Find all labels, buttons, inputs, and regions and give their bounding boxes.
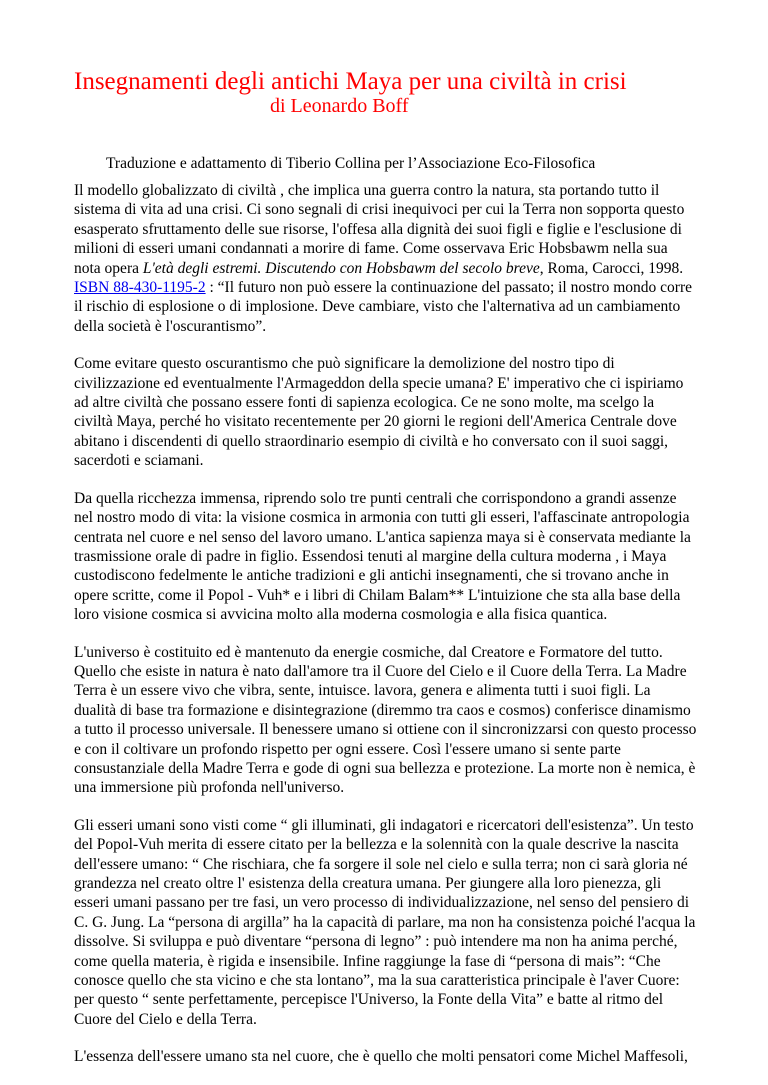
text-line: centrata nel cuore e nel senso del lavoro umano. L'antica sapienza maya si è conservata mediante la (74, 528, 691, 546)
translator-note: Traduzione e adattamento di Tiberio Collina per l’Associazione Eco-Filosofica (106, 155, 596, 172)
text-line: L'essenza dell'essere umano sta nel cuore, che è quello che molti pensatori come Michel Maffesoli, (74, 1048, 688, 1066)
paragraph-4 (74, 643, 714, 798)
text-line: civiltà Maya, perché ho visitato recentemente per 20 giorni le regioni dell'America Centrale dove (74, 413, 677, 431)
text-line: dell'essere umano: “ Che rischiara, che fa sorgere il sole nel cielo e sulla terra; non ci sarà gloria né (74, 855, 688, 873)
text-line: C. G. Jung. La “persona di argilla” ha la capacità di parlare, ma non ha consistenza poiché l'acqua la (74, 913, 696, 931)
text-line: consustanziale della Madre Terra e gode di ogni sua bellezza e protezione. La morte non è nemica, è (74, 759, 696, 777)
text-segment: nota opera (74, 259, 143, 277)
text-line: L'universo è costituito ed è mantenuto da energie cosmiche, dal Creatore e Formatore del tutto. (74, 643, 663, 661)
book-title: L'età degli estremi. Discutendo con Hobsbawm del secolo breve (142, 259, 540, 277)
document-title: Insegnamenti degli antichi Maya per una civiltà in crisi (74, 68, 627, 95)
text-line: grandezza nel creato oltre l' esistenza della creatura umana. Per giungere alla loro pienezza, gli (74, 875, 662, 892)
text-line: Il modello globalizzato di civiltà , che implica una guerra contro la natura, sta portando tutto il (74, 182, 660, 199)
text-segment: : “Il futuro non può essere la continuazione del passato; il nostro mondo corre (205, 279, 693, 297)
text-line: custodiscono fedelmente le antiche tradizioni e gli antichi insegnamenti, che si trovano anche in (74, 567, 669, 585)
text-line: del Popol-Vuh merita di essere citato per la bellezza e la solennità con la quale descrive la nascita (74, 836, 679, 854)
text-line: per questo “ sente perfettamente, percepisce l'Universo, la Fonte della Vita” e batte al ritmo del (74, 991, 664, 1009)
text-line: abitano i discendenti di quello straordinario esempio di civiltà e ho conversato con il suoi saggi, (74, 432, 669, 450)
text-line: sacerdoti e sciamani. (74, 452, 204, 470)
text-line (74, 278, 714, 297)
text-line: Gli esseri umani sono visti come “ gli illuminati, gli indagatori e ricercatori dell'esistenza”. Un testo (74, 816, 694, 834)
text-segment: , Roma, Carocci, 1998. (539, 259, 684, 277)
text-line: Cuore del Cielo e della Terra. (74, 1010, 257, 1028)
document-author: di Leonardo Boff (270, 95, 409, 117)
text-line: trasmissione orale di padre in figlio. Essendosi tenuti al margine della cultura moderna , i Maya (74, 547, 667, 565)
paragraph-5 (74, 816, 714, 1029)
text-line: sistema di vita ad una crisi. Ci sono segnali di crisi inequivoci per cui la Terra non sopporta questo (74, 201, 685, 219)
text-line: esseri umani passano per tre fasi, un vero processo di individualizzazione, nel senso del pensiero di (74, 894, 690, 912)
text-line: Terra è un essere vivo che vibra, sente, intuisce. lavora, genera e alimenta tutti i suoi figli. La (74, 682, 651, 700)
text-line: ad altre civiltà che possano essere fonti di sapienza ecologica. Ce ne sono molte, ma scelgo la (74, 394, 655, 412)
text-line: Come evitare questo oscurantismo che può significare la demolizione del nostro tipo di (74, 355, 615, 373)
article-body (74, 181, 714, 1085)
text-line: a tutto il processo universale. Il benessere umano si ottiene con il sincronizzarsi con questo processo (74, 721, 697, 739)
text-line (74, 259, 714, 278)
text-line: civilizzazione ed eventualmente l'Armageddon della specie umana? E' imperativo che ci ispiriamo (74, 374, 684, 392)
text-line: della società è l'oscurantismo”. (74, 317, 267, 335)
text-line: dualità di base tra formazione e disintegrazione (diremmo tra caos e cosmos) conferisce dinamismo (74, 701, 691, 719)
paragraph-3 (74, 489, 714, 625)
isbn-link[interactable]: ISBN 88-430-1195-2 (74, 279, 206, 297)
text-line: una immersione più profonda nell'universo. (74, 779, 345, 797)
text-line: loro visione cosmica si avvicina molto alla moderna cosmologia e alla fisica quantica. (74, 606, 608, 624)
text-line: opere scritte, come il Popol - Vuh* e i libri di Chilam Balam** L'intuizione che sta alla base della (74, 586, 681, 604)
text-line: milioni di esseri umani condannati a morire di fame. Come osservava Eric Hobsbawm nella sua (74, 240, 668, 258)
text-line: e con il coltivare un profondo rispetto per ogni essere. Così l'essere umano si sente parte (74, 740, 621, 758)
paragraph-6 (74, 1047, 714, 1066)
paragraph-1 (74, 181, 714, 336)
text-line: Da quella ricchezza immensa, riprendo solo tre punti centrali che corrispondono a grandi assenze (74, 489, 677, 507)
text-line: esasperato sfruttamento delle sue risorse, l'offesa alla dignità dei suoi figli e figlie e l'esclusione di (74, 220, 682, 238)
text-line: nel nostro modo di vita: la visione cosmica in armonia con tutti gli esseri, l'affascinate antropologia (74, 509, 690, 527)
paragraph-2 (74, 354, 714, 470)
text-line: come quella materia, è rigida e insensibile. Infine raggiunge la fase di “persona di mais”: “Che (74, 952, 661, 970)
text-line: dissolve. Si sviluppa e può diventare “persona di legno” : può intendere ma non ha anima perché, (74, 933, 678, 951)
text-line: il rischio di esplosione o di implosione. Deve cambiare, visto che l'alternativa ad un cambiamento (74, 298, 681, 316)
text-line: conosce quello che sta vicino e che sta lontano”, ma la sua caratteristica principale è l'aver Cuore: (74, 972, 680, 990)
text-line: Quello che esiste in natura è nato dall'amore tra il Cuore del Cielo e il Cuore della Terra. La Madre (74, 662, 687, 680)
